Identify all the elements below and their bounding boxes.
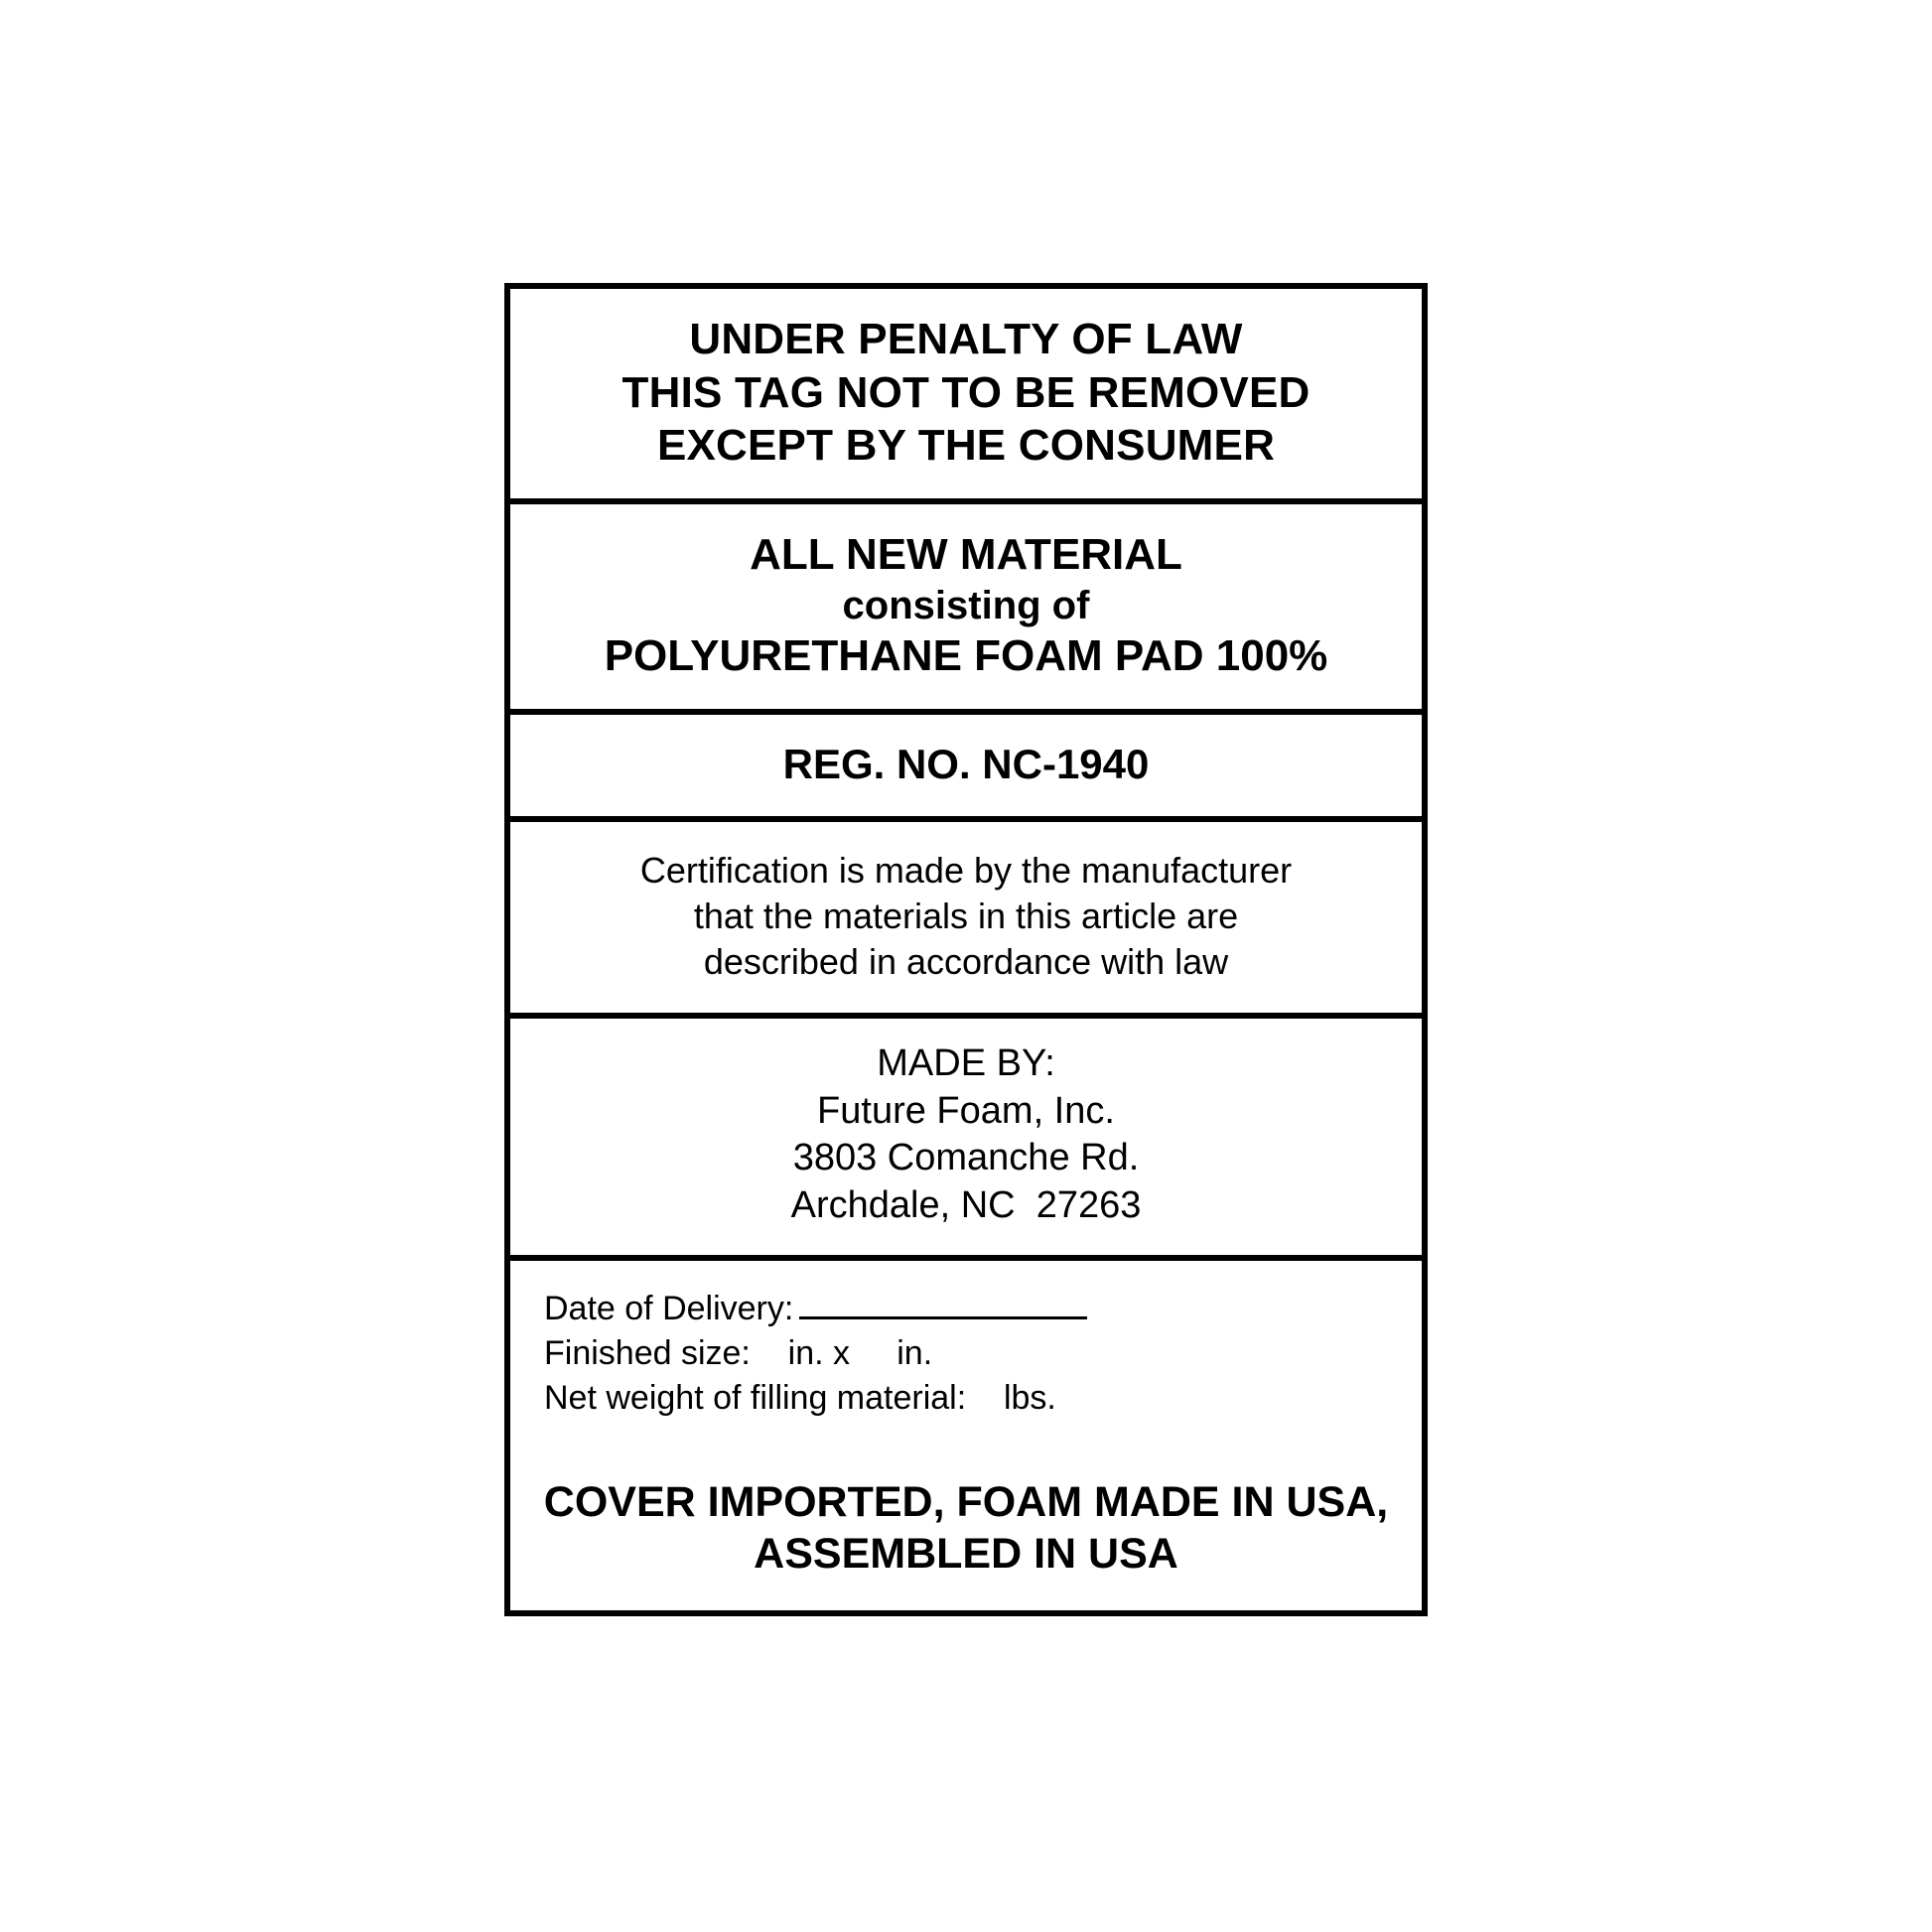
penalty-line-2: THIS TAG NOT TO BE REMOVED <box>621 367 1311 417</box>
penalty-line-3: EXCEPT BY THE CONSUMER <box>656 421 1276 471</box>
material-line-3: POLYURETHANE FOAM PAD 100% <box>604 631 1328 681</box>
registration-number: REG. NO. NC-1940 <box>782 741 1150 788</box>
certification-statement-section <box>510 822 1422 1019</box>
origin-line-2: ASSEMBLED IN USA <box>754 1530 1178 1579</box>
net-weight-row <box>544 1376 1422 1421</box>
material-line-1: ALL NEW MATERIAL <box>750 530 1182 580</box>
net-weight-label: Net weight of filling material: <box>544 1379 967 1418</box>
penalty-notice-section <box>510 289 1422 504</box>
origin-line-1: COVER IMPORTED, FOAM MADE IN USA, <box>543 1478 1389 1527</box>
finished-size-label: Finished size: <box>544 1334 751 1373</box>
net-weight-value[interactable]: lbs. <box>966 1379 1056 1418</box>
registration-number-section <box>510 715 1422 822</box>
date-of-delivery-row <box>544 1287 1422 1331</box>
manufacturer-city-state-zip: Archdale, NC 27263 <box>790 1183 1142 1226</box>
certification-line-3: described in accordance with law <box>703 941 1229 983</box>
penalty-line-1: UNDER PENALTY OF LAW <box>689 315 1243 363</box>
date-of-delivery-input[interactable] <box>799 1293 1087 1319</box>
manufacturer-heading: MADE BY: <box>877 1042 1055 1085</box>
manufacturer-street: 3803 Comanche Rd. <box>792 1137 1140 1179</box>
material-content-section <box>510 504 1422 715</box>
certification-line-2: that the materials in this article are <box>693 896 1239 937</box>
finished-size-value[interactable]: in. x in. <box>750 1334 933 1373</box>
country-of-origin-statement <box>510 1476 1422 1581</box>
law-label-tag <box>504 283 1428 1616</box>
material-line-2: consisting of <box>842 583 1090 627</box>
certification-line-1: Certification is made by the manufacturer <box>639 850 1293 892</box>
date-of-delivery-label: Date of Delivery: <box>544 1290 794 1328</box>
manufacturer-section <box>510 1019 1422 1261</box>
manufacturer-company: Future Foam, Inc. <box>817 1089 1115 1132</box>
fill-in-fields <box>510 1287 1422 1421</box>
delivery-and-origin-section <box>510 1261 1422 1610</box>
finished-size-row <box>544 1331 1422 1376</box>
